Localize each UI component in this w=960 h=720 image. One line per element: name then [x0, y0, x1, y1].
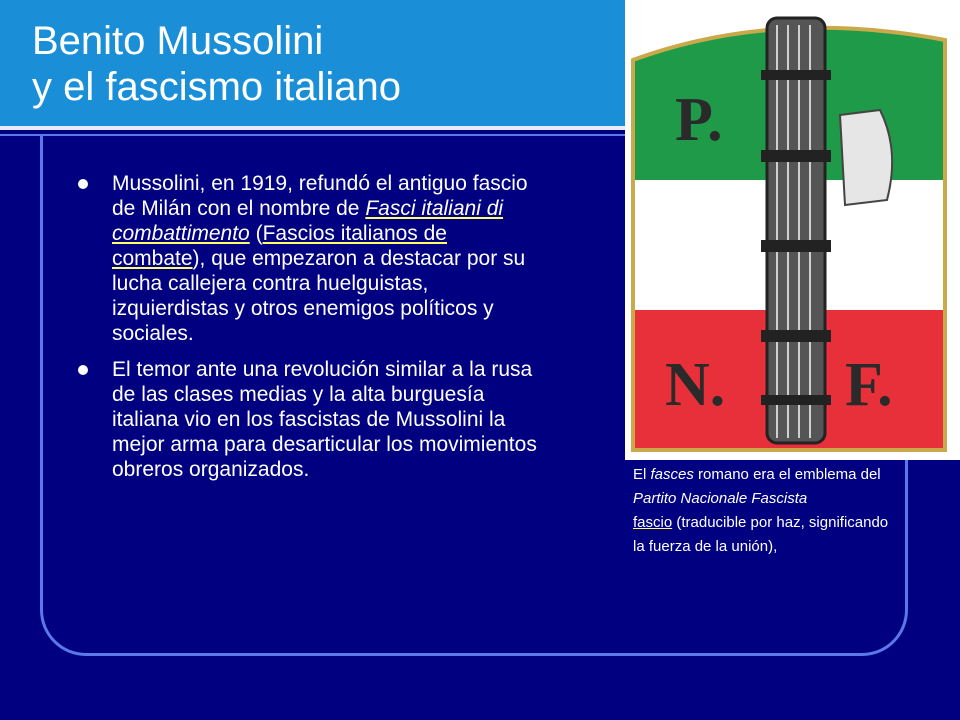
- caption-text: (traducible por haz, significando la fuerza de la unión),: [633, 514, 889, 555]
- link-fascios-italianos[interactable]: Fascios italianos de combate: [112, 222, 447, 270]
- caption-text: romano era el emblema del: [693, 466, 881, 483]
- fasces-emblem-icon: [625, 0, 960, 460]
- pnf-emblem-image: [625, 0, 960, 460]
- bullet-list: [76, 171, 542, 493]
- caption-party: Partito Nacionale Fascista: [633, 490, 808, 507]
- emblem-letter-f: F.: [845, 351, 893, 419]
- slide-title: [32, 18, 401, 110]
- link-fascio[interactable]: fascio: [633, 514, 673, 531]
- bullet-text: El temor ante una revolución similar a la rusa de las clases medias y la alta burguesía italiana vio en los fascistas de Mussolini la mejor arma para desarticular los movimientos obreros organizados.: [112, 358, 537, 481]
- image-caption: [633, 463, 901, 559]
- bullet-item-2: [76, 357, 542, 482]
- bullet-text: ), que empezaron a destacar por su lucha callejera contra huelguistas, izquierdistas y otros enemigos políticos y sociales.: [112, 247, 526, 345]
- bullet-dot: [78, 365, 88, 375]
- title-line-2: y el fascismo italiano: [32, 65, 402, 109]
- emblem-letter-p: P.: [675, 86, 723, 154]
- emblem-letter-n: N.: [665, 351, 726, 419]
- caption-fasces: fasces: [650, 466, 694, 483]
- bullet-dot: [78, 179, 88, 189]
- title-line-1: Benito Mussolini: [32, 19, 324, 63]
- bullet-text: (: [249, 222, 263, 245]
- link-fasci-italiani[interactable]: Fasci italiani di combattimento: [112, 197, 504, 245]
- caption-text: El: [633, 466, 651, 483]
- bullet-text: Mussolini, en 1919, refundó el antiguo fascio de Milán con el nombre de: [112, 172, 528, 220]
- bullet-item-1: [76, 171, 542, 346]
